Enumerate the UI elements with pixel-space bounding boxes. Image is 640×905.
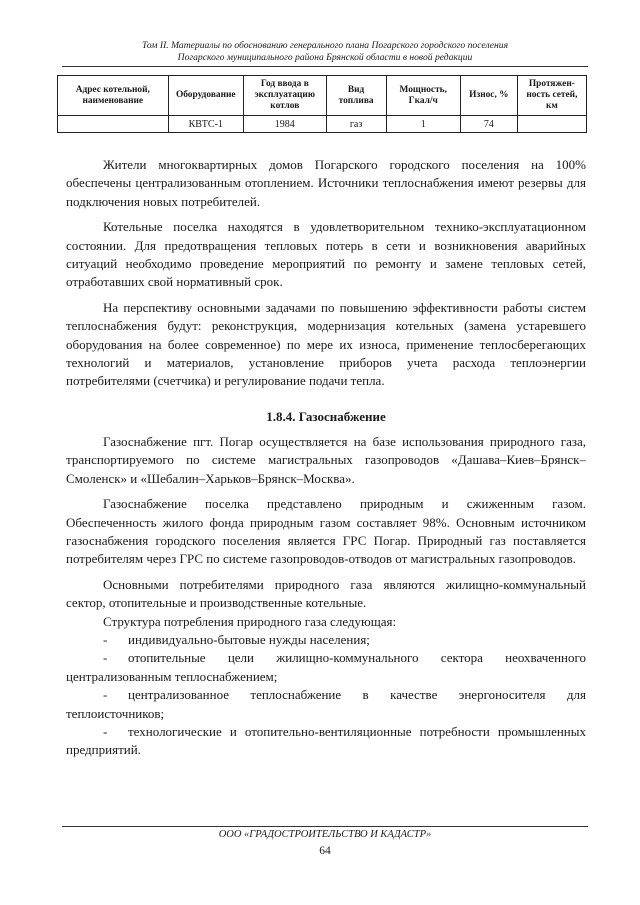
cell-year: 1984	[243, 116, 326, 133]
paragraph-future-tasks: На перспективу основными задачами по повышению эффективности работы систем теплоснабжения будут: реконструкция, модернизация котельных (замена устаревшего оборудования на более современное) по мере их износа, применение теплосберегающих технологий и материалов, установление приборов учета расхода теплоэнергии потребителями (счетчика) и регулирование подачи тепла.	[66, 299, 586, 389]
th-wear: Износ, %	[460, 76, 517, 116]
table-row	[58, 116, 587, 133]
cell-equipment: КВТС-1	[168, 116, 243, 133]
cell-fuel: газ	[326, 116, 386, 133]
paragraph-heating-coverage: Жители многоквартирных домов Погарского городского поселения на 100% обеспечены централизованным отоплением. Источники теплоснабжения имеют резервы для подключения новых потребителей.	[66, 157, 586, 209]
list-item-text: технологические и отопительно-вентиляционные потребности промышленных предприятий.	[66, 723, 586, 758]
footer-rule	[62, 826, 588, 827]
cell-wear: 74	[460, 116, 517, 133]
list-item	[66, 649, 586, 686]
list-dash: -	[103, 687, 108, 703]
th-network-length: Протяжен-ность сетей, км	[517, 76, 586, 116]
th-year: Год ввода в эксплуатацию котлов	[243, 76, 326, 116]
running-header	[62, 40, 588, 64]
cell-capacity: 1	[386, 116, 460, 133]
footer-organization: ООО «ГРАДОСТРОИТЕЛЬСТВО И КАДАСТР»	[218, 829, 432, 840]
list-item	[66, 686, 586, 723]
list-item	[66, 631, 586, 649]
paragraph-gas-source: Газоснабжение пгт. Погар осуществляется на базе использования природного газа, транспортируемого по системе магистральных газопроводов «Дашава–Киев–Брянск–Смоленск» и «Шебалин–Харьков–Брянск–Москва».	[66, 433, 586, 486]
list-item-text: централизованное теплоснабжение в качестве энергоносителя для теплоисточников;	[66, 687, 586, 721]
boiler-table	[57, 75, 587, 133]
list-dash: -	[103, 650, 108, 666]
list-item-text: индивидуально-бытовые нужды населения;	[128, 631, 370, 647]
th-equipment: Оборудование	[168, 76, 243, 116]
th-address: Адрес котельной, наименование	[58, 76, 169, 116]
list-item-text: отопительные цели жилищно-коммунального сектора неохваченного централизованным теплоснабжением;	[66, 650, 586, 684]
cell-network-length	[517, 116, 586, 133]
header-line-2: Погарского муниципального района Брянской области в новой редакции	[177, 52, 473, 63]
paragraph-structure-intro: Структура потребления природного газа следующая:	[103, 613, 397, 629]
paragraph-gas-consumers: Основными потребителями природного газа являются жилищно-коммунальный сектор, отопительные и производственные котельные.	[66, 576, 586, 611]
table-header-row	[58, 76, 587, 116]
list-dash: -	[103, 723, 108, 739]
section-heading-gas-supply: 1.8.4. Газоснабжение	[266, 408, 386, 424]
th-fuel: Вид топлива	[326, 76, 386, 116]
page-number: 64	[319, 845, 331, 857]
th-capacity: Мощность, Гкал/ч	[386, 76, 460, 116]
list-dash: -	[103, 631, 108, 647]
cell-address	[58, 116, 169, 133]
header-rule	[62, 66, 588, 67]
paragraph-boiler-condition: Котельные поселка находятся в удовлетворительном технико-эксплуатационном состоянии. Для предотвращения тепловых потерь в сети и возникновения аварийных ситуаций необходимо проведение мероприятий по ремонту и замене тепловых сетей, отработавших свой нормативный срок.	[66, 219, 586, 290]
body-text	[66, 156, 586, 760]
paragraph-gas-provision: Газоснабжение поселка представлено природным и сжиженным газом. Обеспеченность жилого фонда природным газом составляет 98%. Основным источником газоснабжения городского поселения является ГРС Погар. Природный газ поставляется потребителям через ГРС по системе газопроводов-отводов от магистральных газопроводов.	[66, 496, 586, 567]
header-line-1: Том II. Материалы по обоснованию генерального плана Погарского городского поселения	[141, 40, 509, 51]
list-item	[66, 723, 586, 760]
